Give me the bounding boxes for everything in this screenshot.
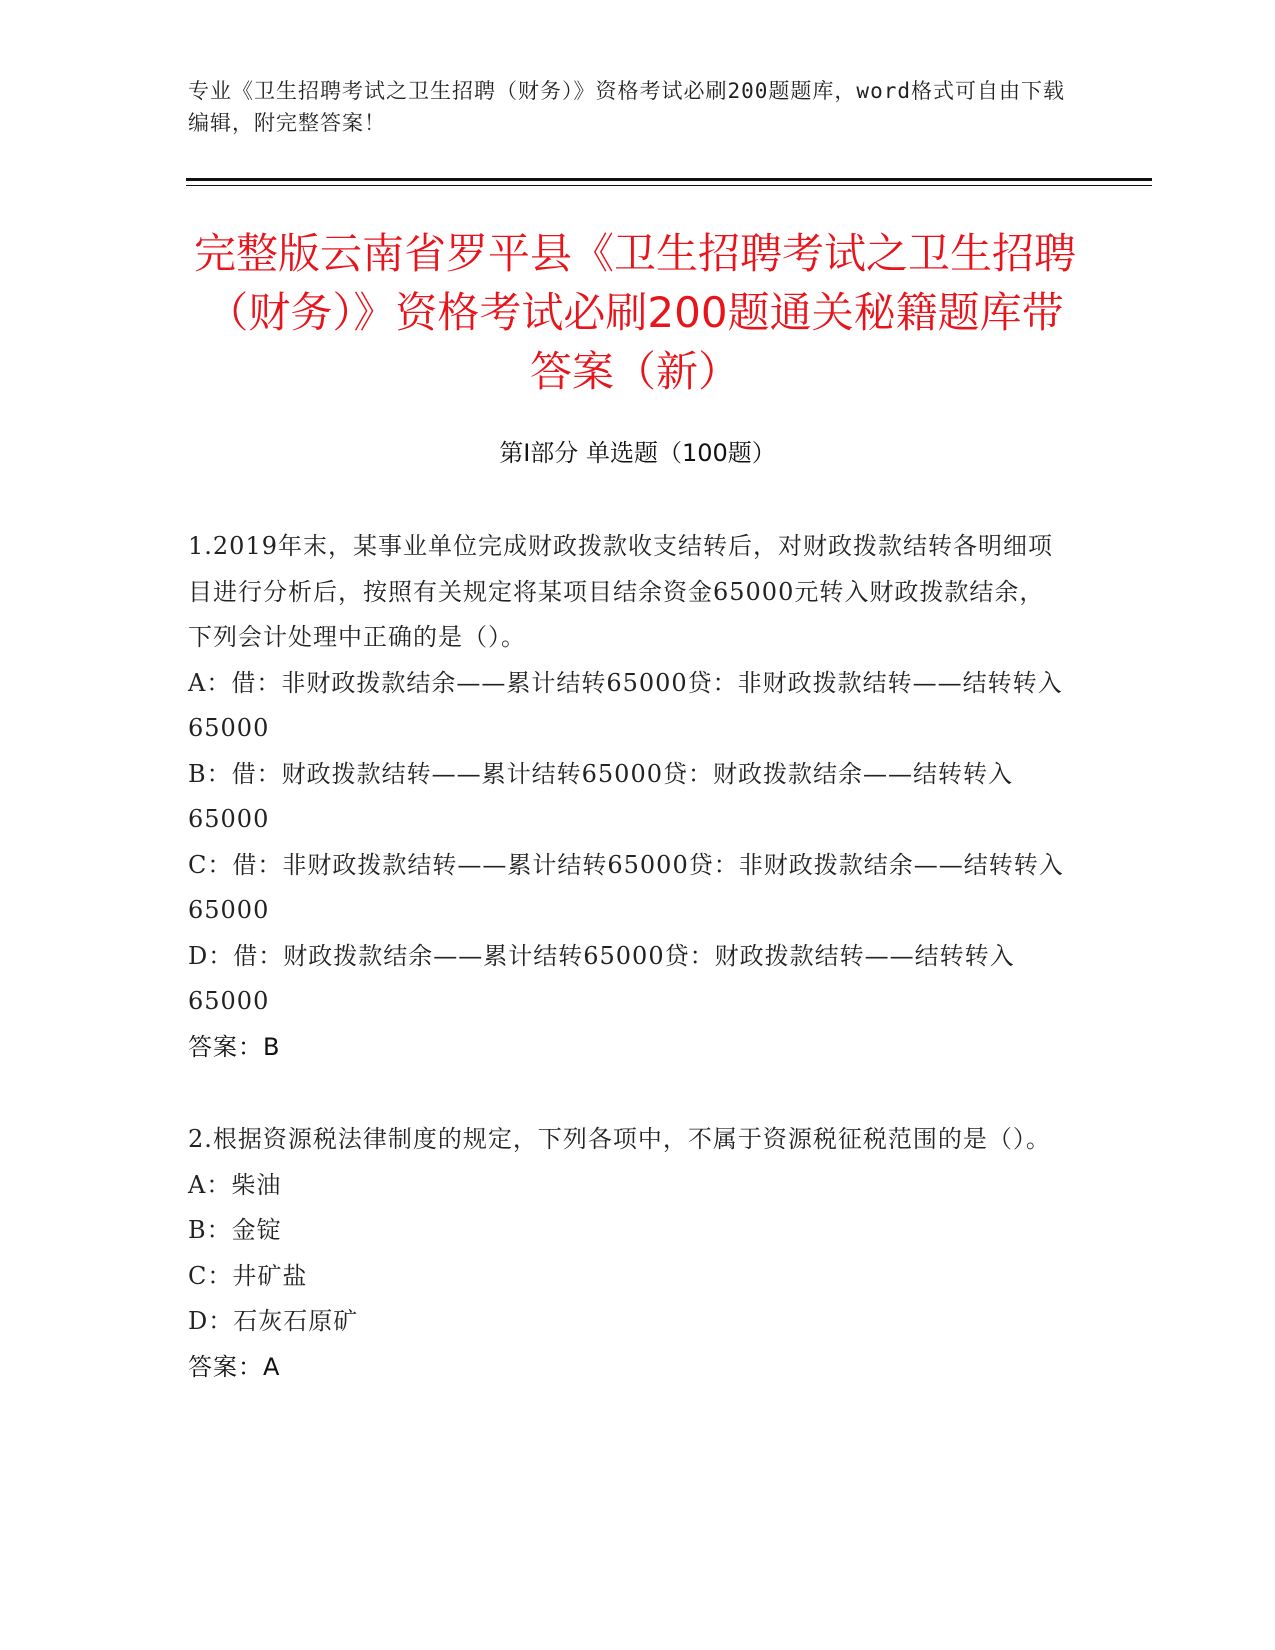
option-a: A：柴油	[188, 1170, 282, 1199]
header-note: 专业《卫生招聘考试之卫生招聘（财务）》资格考试必刷200题题库，word格式可自由下载编辑，附完整答案！	[188, 79, 1065, 135]
section-heading: 第Ⅰ部分 单选题（100题）	[499, 439, 776, 467]
option-d: D：石灰石原矿	[188, 1307, 359, 1335]
question-stem: 2.根据资源税法律制度的规定，下列各项中，不属于资源税征税范围的是（）。	[188, 1125, 1051, 1153]
question-1	[188, 524, 1068, 1070]
document-title: 完整版云南省罗平县《卫生招聘考试之卫生招聘（财务）》资格考试必刷200题通关秘籍题库带答案（新）	[193, 229, 1076, 396]
option-a: A：借：非财政拨款结余——累计结转65000贷：非财政拨款结转——结转转入65000	[188, 668, 1063, 742]
header-divider-thick	[186, 178, 1152, 181]
option-b: B：借：财政拨款结转——累计结转65000贷：财政拨款结余——结转转入65000	[188, 759, 1013, 833]
header-divider-thin	[186, 185, 1152, 186]
answer-line: 答案：A	[188, 1352, 281, 1381]
option-b: B：金锭	[188, 1216, 282, 1244]
option-c: C：井矿盐	[188, 1261, 308, 1290]
option-c: C：借：非财政拨款结转——累计结转65000贷：非财政拨款结余——结转转入65000	[188, 850, 1064, 924]
question-2	[188, 1117, 1068, 1390]
option-d: D：借：财政拨款结余——累计结转65000贷：财政拨款结转——结转转入65000	[188, 941, 1015, 1015]
answer-line: 答案：B	[188, 1032, 281, 1061]
question-stem: 1.2019年末，某事业单位完成财政拨款收支结转后，对财政拨款结转各明细项目进行分析后，按照有关规定将某项目结余资金65000元转入财政拨款结余，下列会计处理中正确的是（）。	[188, 532, 1053, 651]
